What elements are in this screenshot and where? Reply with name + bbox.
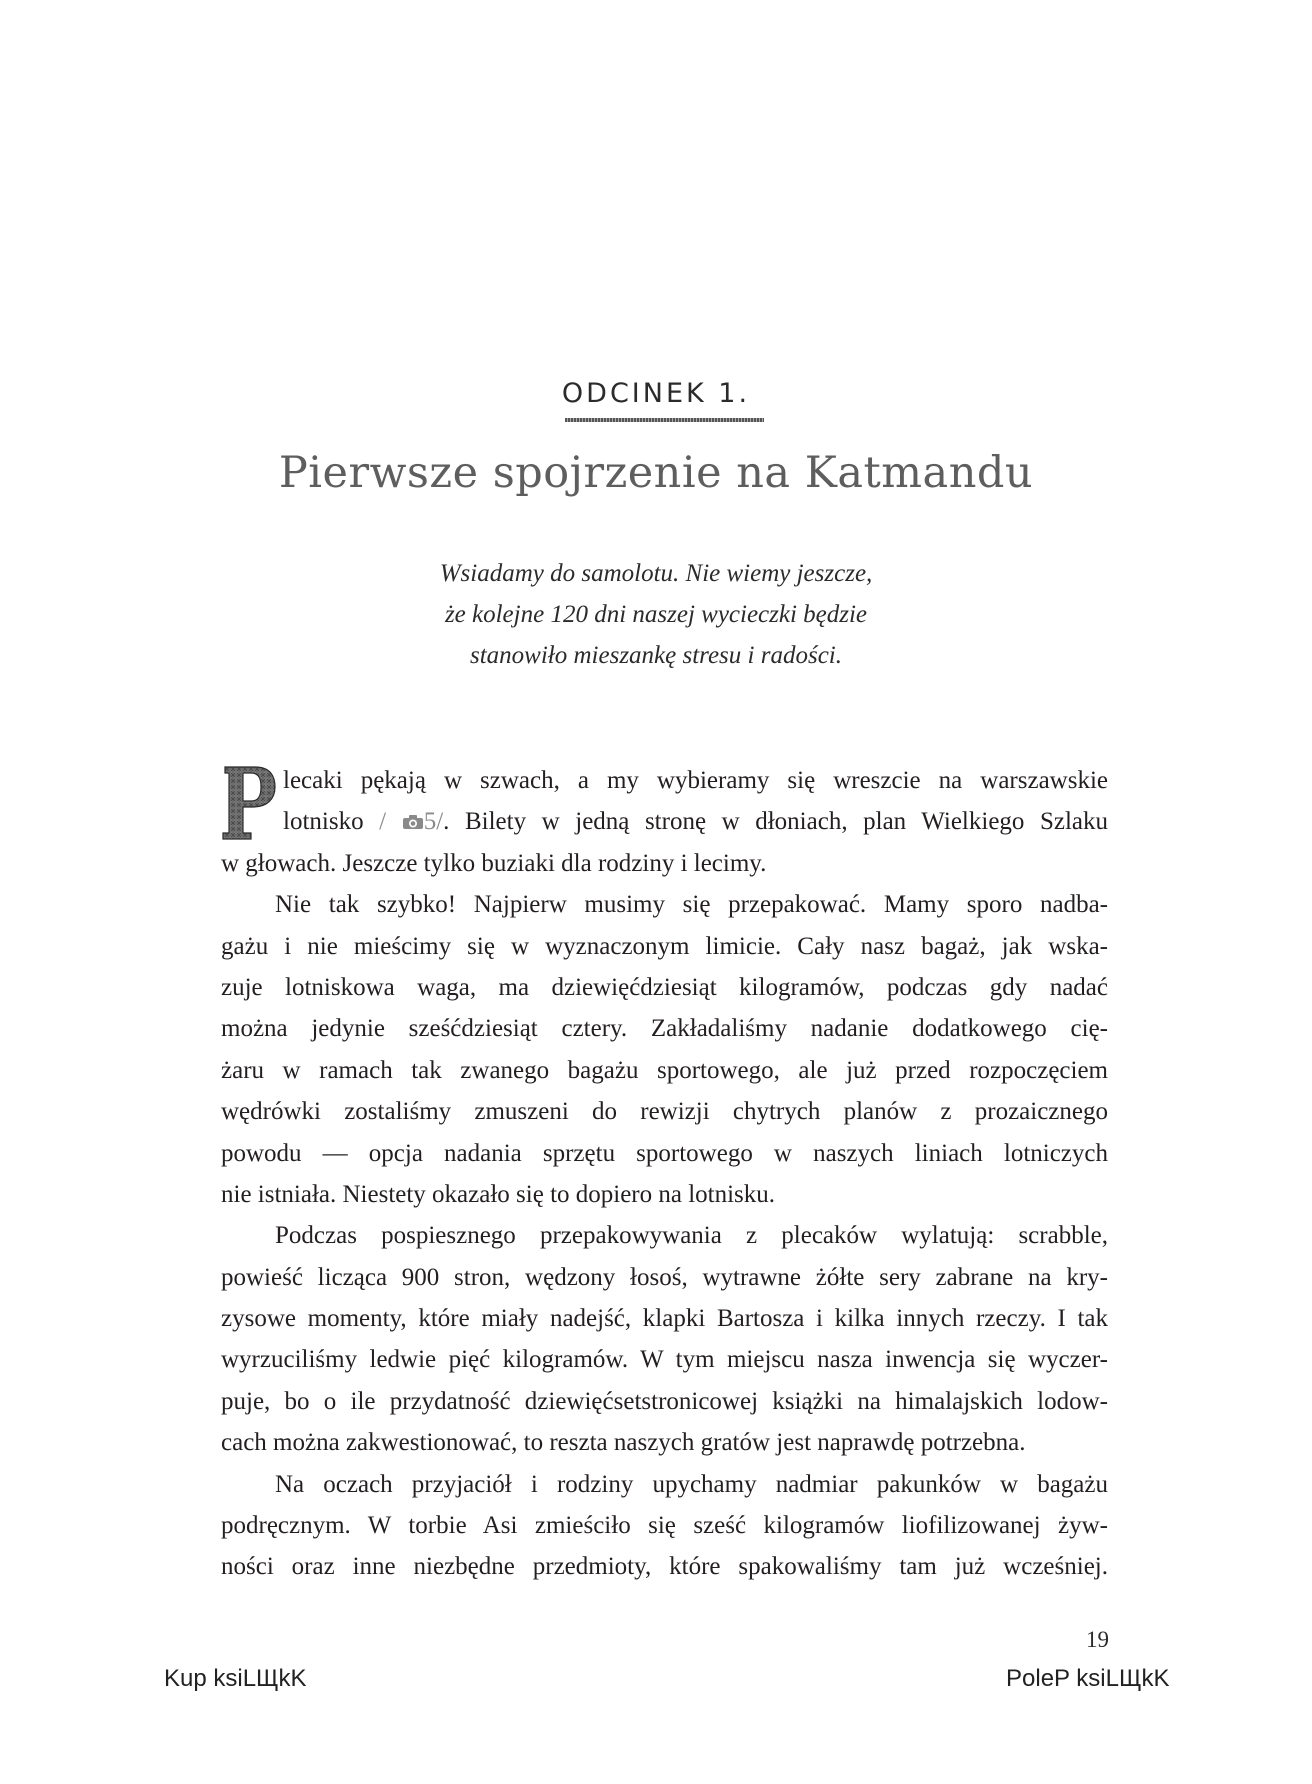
chapter-underline bbox=[565, 418, 764, 422]
camera-icon bbox=[402, 814, 424, 830]
text-line: nie istniała. Niestety okazało się to dopiero na lotnisku. bbox=[221, 1180, 776, 1208]
epigraph-line: Wsiadamy do samolotu. Nie wiemy jeszcze, bbox=[439, 560, 873, 587]
epigraph-line: że kolejne 120 dni naszej wycieczki będzie bbox=[444, 601, 868, 628]
text-line: wyrzuciliśmy ledwie pięć kilogramów. W tym miejscu nasza inwencja się wyczer- bbox=[221, 1346, 1108, 1374]
text-line: Podczas pospiesznego przepakowywania z plecaków wylatują: scrabble, bbox=[275, 1222, 1108, 1250]
text-line: żaru w ramach tak zwanego bagażu sportowego, ale już przed rozpoczęciem bbox=[221, 1056, 1108, 1084]
text-line: Nie tak szybko! Najpierw musimy się przepakować. Mamy sporo nadba- bbox=[275, 891, 1108, 919]
epigraph bbox=[300, 553, 1012, 676]
text-line: zuje lotniskowa waga, ma dziewięćdziesiąt kilogramów, podczas gdy nadać bbox=[221, 973, 1108, 1001]
text-line: podręcznym. W torbie Asi zmieściło się sześć kilogramów liofilizowanej żyw- bbox=[221, 1512, 1108, 1540]
text-fragment: . Bilety w jedną stronę w dłoniach, plan Wielkiego Szlaku bbox=[443, 808, 1109, 836]
text-line: zysowe momenty, które miały nadejść, klapki Bartosza i kilka innych rzeczy. I tak bbox=[221, 1305, 1108, 1333]
text-line: lecaki pękają w szwach, a my wybieramy się wreszcie na warszawskie bbox=[283, 767, 1108, 794]
buy-book-link[interactable]: Kup ksiLЩkK bbox=[164, 1665, 307, 1692]
text-line: cach można zakwestionować, to reszta naszych gratów jest naprawdę potrzebna. bbox=[221, 1429, 1026, 1457]
text-line: puje, bo o ile przydatność dziewięćsetstronicowej książki na himalajskich lodow- bbox=[221, 1387, 1108, 1415]
text-line: Na oczach przyjaciół i rodziny upychamy nadmiar pakunków w bagażu bbox=[275, 1470, 1108, 1498]
text-line: powieść licząca 900 stron, wędzony łosoś, wytrawne żółte sery zabrane na kry- bbox=[221, 1263, 1108, 1291]
chapter-label: ODCINEK 1. bbox=[561, 378, 751, 409]
page-number: 19 bbox=[1086, 1627, 1109, 1652]
text-line: wędrówki zostaliśmy zmuszeni do rewizji chytrych planów z prozaicznego bbox=[221, 1098, 1108, 1126]
text-line bbox=[221, 801, 1108, 842]
text-fragment: lotnisko bbox=[283, 808, 364, 836]
photo-reference[interactable]: / 5/ bbox=[379, 808, 444, 836]
text-line: można jedynie sześćdziesiąt cztery. Zakładaliśmy nadanie dodatkowego cię- bbox=[221, 1015, 1108, 1043]
chapter-title: Pierwsze spojrzenie na Katmandu bbox=[278, 448, 1034, 498]
recommend-book-link[interactable]: PoleP ksiLЩkK bbox=[1006, 1665, 1170, 1692]
text-line: w głowach. Jeszcze tylko buziaki dla rodziny i lecimy. bbox=[221, 849, 767, 877]
epigraph-line: stanowiło mieszankę stresu i radości. bbox=[470, 642, 842, 669]
text-line: powodu — opcja nadania sprzętu sportowego w naszych liniach lotniczych bbox=[221, 1139, 1108, 1167]
text-line: ności oraz inne niezbędne przedmioty, które spakowaliśmy tam już wcześniej. bbox=[221, 1553, 1108, 1581]
body-text bbox=[221, 760, 1108, 1588]
text-line: gażu i nie mieścimy się w wyznaczonym limicie. Cały nasz bagaż, jak wska- bbox=[221, 932, 1108, 960]
